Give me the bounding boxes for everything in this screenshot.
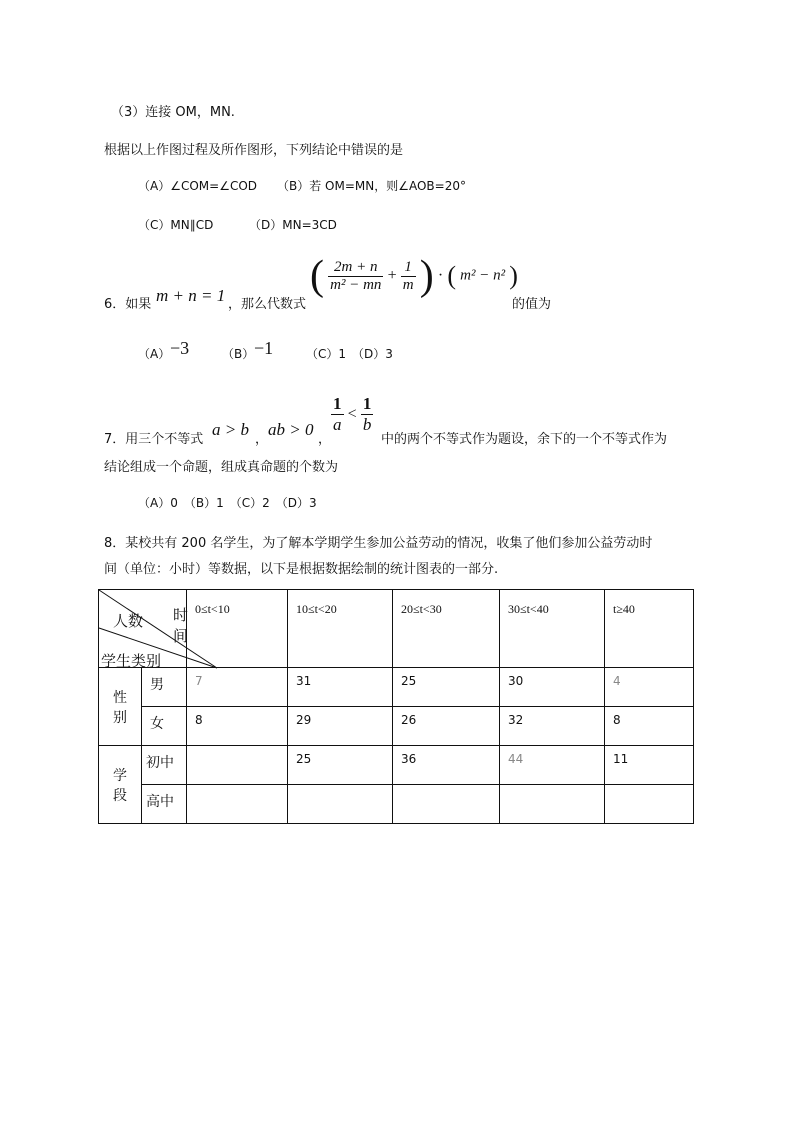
cell-female-0-10: 8 <box>187 707 288 746</box>
cell-male-40-plus: 4 <box>605 668 694 707</box>
group-label-gender: 性 别 <box>99 668 142 746</box>
step-3-text: （3）连接 OM，MN. <box>111 105 235 120</box>
q5-option-a: （A）∠COM=∠COD <box>138 179 258 193</box>
q7-fraction-inequality <box>331 394 373 435</box>
row-label-junior-high: 初中 <box>142 746 187 785</box>
multiply-dot: · <box>437 267 444 284</box>
q6-option-a-label: （A） <box>138 347 171 361</box>
cell-junior-0-10 <box>187 746 288 785</box>
q8-line-1: 8．某校共有 200 名学生，为了解本学期学生参加公益劳动的情况，收集了他们参加公益劳动时 <box>104 536 653 551</box>
cell-female-30-40: 32 <box>500 707 605 746</box>
difference-of-squares: m² − n² <box>460 267 506 284</box>
question-5-stem: 根据以上作图过程及所作图形，下列结论中错误的是 <box>104 143 404 158</box>
q6-option-a-value: −3 <box>170 338 190 358</box>
q7-suffix: 中的两个不等式作为题设，余下的一个不等式作为 <box>381 432 668 447</box>
plus-sign: + <box>387 267 397 284</box>
cell-senior-30-40 <box>500 785 605 824</box>
cell-male-0-10: 7 <box>187 668 288 707</box>
cell-female-10-20: 29 <box>288 707 393 746</box>
denominator-b: b <box>362 415 372 434</box>
q6-mid: ，那么代数式 <box>228 297 307 312</box>
q6-options-c-d: （C）1 （D）3 <box>306 347 393 361</box>
header-30-40: 30≤t<40 <box>500 590 605 668</box>
q6-option-b-value: −1 <box>254 338 274 358</box>
fraction-2-numerator: 1 <box>401 259 416 277</box>
q6-condition: m + n = 1 <box>156 286 226 305</box>
q7-prefix: 7．用三个不等式 <box>104 432 204 447</box>
statistics-table <box>98 589 694 824</box>
row-label-senior-high: 高中 <box>142 785 187 824</box>
q7-line-2: 结论组成一个命题，组成真命题的个数为 <box>104 460 339 475</box>
q7-options: （A）0 （B）1 （C）2 （D）3 <box>138 496 317 510</box>
cell-junior-10-20: 25 <box>288 746 393 785</box>
cell-male-20-30: 25 <box>393 668 500 707</box>
header-20-30: 20≤t<30 <box>393 590 500 668</box>
right-paren-2: ) <box>509 261 518 290</box>
table-row-male <box>99 668 694 707</box>
q7-inequality-2: ab > 0 <box>268 420 314 439</box>
cell-junior-40-plus: 11 <box>605 746 694 785</box>
cell-senior-20-30 <box>393 785 500 824</box>
fraction-1 <box>328 259 383 294</box>
q5-option-d: （D）MN=3CD <box>249 218 337 232</box>
fraction-1-over-b <box>361 394 374 435</box>
header-40-plus: t≥40 <box>605 590 694 668</box>
less-than: < <box>347 405 357 423</box>
denominator-a: a <box>333 415 342 434</box>
fraction-2-denominator: m <box>402 276 414 293</box>
table-header-row <box>99 590 694 668</box>
q8-line-2: 间（单位：小时）等数据，以下是根据数据绘制的统计图表的一部分. <box>104 562 499 577</box>
q5-option-b: （B）若 OM=MN，则∠AOB=20° <box>277 179 466 193</box>
table-row-senior-high <box>99 785 694 824</box>
cell-junior-30-40: 44 <box>500 746 605 785</box>
left-paren-2: ( <box>447 261 457 290</box>
corner-label-category: 学生类别 <box>101 652 162 670</box>
cell-senior-0-10 <box>187 785 288 824</box>
q7-separator-1: ， <box>255 432 269 447</box>
q6-prefix: 6．如果 <box>104 297 152 312</box>
left-paren: ( <box>310 253 324 299</box>
cell-senior-40-plus <box>605 785 694 824</box>
q6-suffix: 的值为 <box>512 297 552 312</box>
row-label-female: 女 <box>142 707 187 746</box>
corner-label-count: 人数 <box>113 612 144 630</box>
fraction-1-numerator: 2m + n <box>328 259 383 277</box>
q7-inequality-1: a > b <box>212 420 249 439</box>
cell-male-30-40: 30 <box>500 668 605 707</box>
cell-female-20-30: 26 <box>393 707 500 746</box>
table-row-female <box>99 707 694 746</box>
row-label-male: 男 <box>142 668 187 707</box>
q5-option-c: （C）MN∥CD <box>138 218 214 232</box>
cell-junior-20-30: 36 <box>393 746 500 785</box>
numerator-a: 1 <box>333 394 342 413</box>
fraction-2 <box>401 259 416 294</box>
numerator-b: 1 <box>362 394 372 413</box>
q6-option-b-label: （B） <box>222 347 255 361</box>
corner-label-time: 时间 <box>173 606 189 645</box>
q6-expression <box>310 252 518 308</box>
table-row-junior-high <box>99 746 694 785</box>
q7-separator-2: ， <box>318 432 332 447</box>
cell-male-10-20: 31 <box>288 668 393 707</box>
group-label-stage: 学 段 <box>99 746 142 824</box>
fraction-1-over-a <box>331 394 344 435</box>
header-0-10: 0≤t<10 <box>187 590 288 668</box>
header-10-20: 10≤t<20 <box>288 590 393 668</box>
fraction-1-denominator: m² − mn <box>330 276 382 293</box>
right-paren: ) <box>419 253 434 299</box>
cell-senior-10-20 <box>288 785 393 824</box>
corner-cell <box>99 590 187 668</box>
cell-female-40-plus: 8 <box>605 707 694 746</box>
